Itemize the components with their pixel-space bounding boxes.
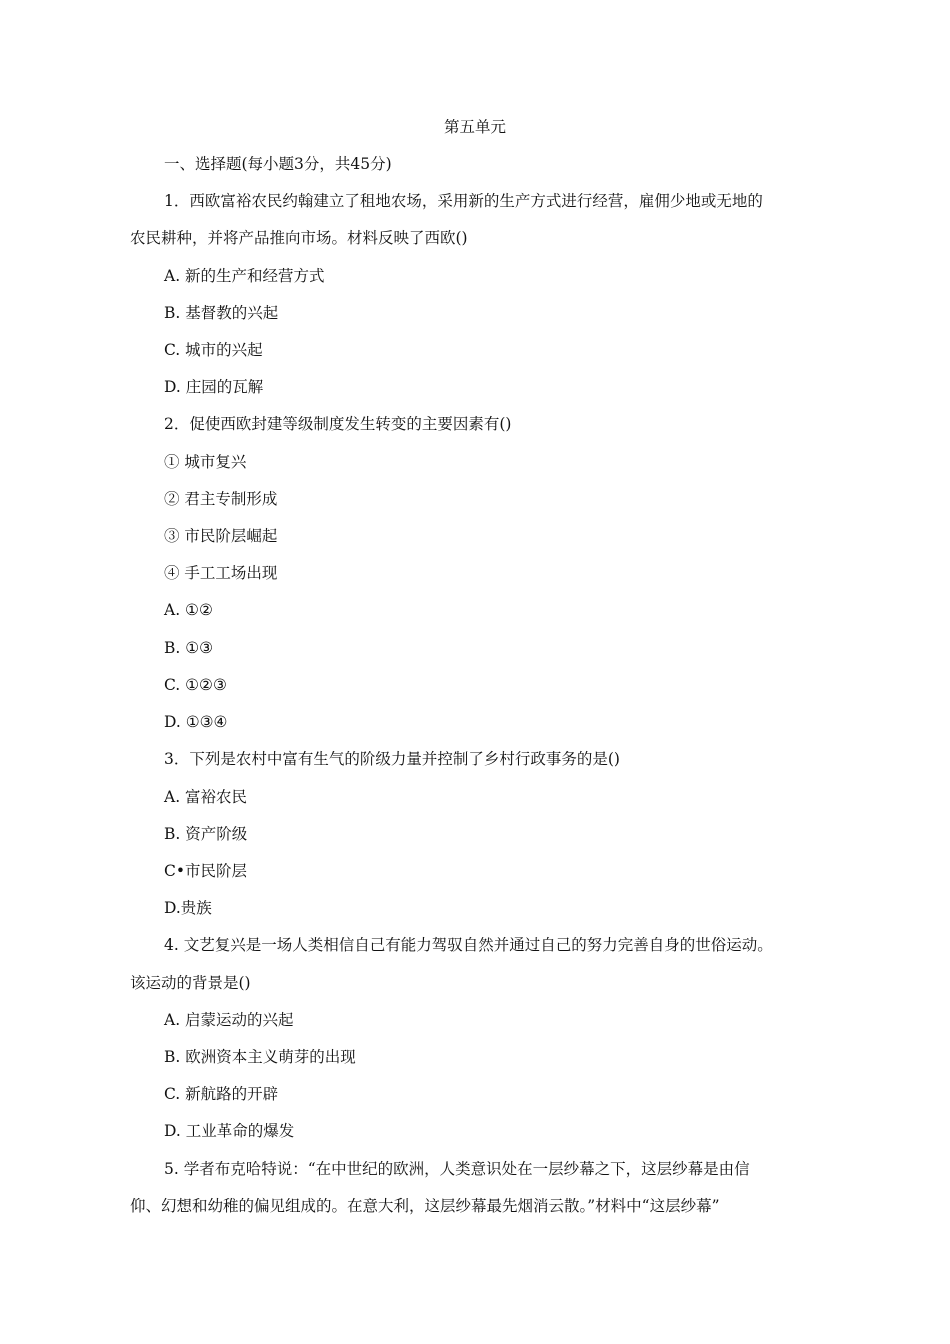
question-2-item-1: ① 城市复兴 <box>164 453 247 471</box>
question-2-stem: 2．促使西欧封建等级制度发生转变的主要因素有() <box>164 415 512 433</box>
question-1-option-a: A. 新的生产和经营方式 <box>164 267 325 285</box>
question-5-stem: 5. 学者布克哈特说：“在中世纪的欧洲，人类意识处在一层纱幕之下，这层纱幕是由信 <box>164 1160 750 1178</box>
question-2-item-3: ③ 市民阶层崛起 <box>164 527 278 545</box>
question-2-option-d: D. ①③④ <box>164 713 228 731</box>
question-3-option-b: B. 资产阶级 <box>164 825 248 843</box>
question-5-stem-continued: 仰、幻想和幼稚的偏见组成的。在意大利，这层纱幕最先烟消云散。”材料中“这层纱幕” <box>130 1197 720 1215</box>
question-1-option-c: C. 城市的兴起 <box>164 341 263 359</box>
question-2-option-c: C. ①②③ <box>164 676 227 694</box>
section-heading: 一、选择题(每小题3分，共45分) <box>164 155 392 173</box>
question-2-option-b: B. ①③ <box>164 639 214 657</box>
question-4-option-d: D. 工业革命的爆发 <box>164 1122 295 1140</box>
question-3-option-c: C•市民阶层 <box>164 862 248 880</box>
question-3-stem: 3．下列是农村中富有生气的阶级力量并控制了乡村行政事务的是() <box>164 750 620 768</box>
question-2-item-4: ④ 手工工场出现 <box>164 564 278 582</box>
page-title: 第五单元 <box>443 118 506 136</box>
question-1-stem-continued: 农民耕种，并将产品推向市场。材料反映了西欧() <box>130 229 468 247</box>
question-2-option-a: A. ①② <box>164 601 213 619</box>
question-4-option-c: C. 新航路的开辟 <box>164 1085 279 1103</box>
question-1-option-d: D. 庄园的瓦解 <box>164 378 264 396</box>
question-4-stem-continued: 该运动的背景是() <box>130 974 251 992</box>
question-3-option-a: A. 富裕农民 <box>164 788 248 806</box>
question-3-option-d: D.贵族 <box>164 899 212 917</box>
question-4-option-a: A. 启蒙运动的兴起 <box>164 1011 294 1029</box>
question-1-stem: 1．西欧富裕农民约翰建立了租地农场，采用新的生产方式进行经营，雇佣少地或无地的 <box>164 192 763 210</box>
question-1-option-b: B. 基督教的兴起 <box>164 304 279 322</box>
question-4-option-b: B. 欧洲资本主义萌芽的出现 <box>164 1048 356 1066</box>
question-2-item-2: ② 君主专制形成 <box>164 490 278 508</box>
question-4-stem: 4. 文艺复兴是一场人类相信自己有能力驾驭自然并通过自己的努力完善自身的世俗运动。 <box>164 936 773 954</box>
